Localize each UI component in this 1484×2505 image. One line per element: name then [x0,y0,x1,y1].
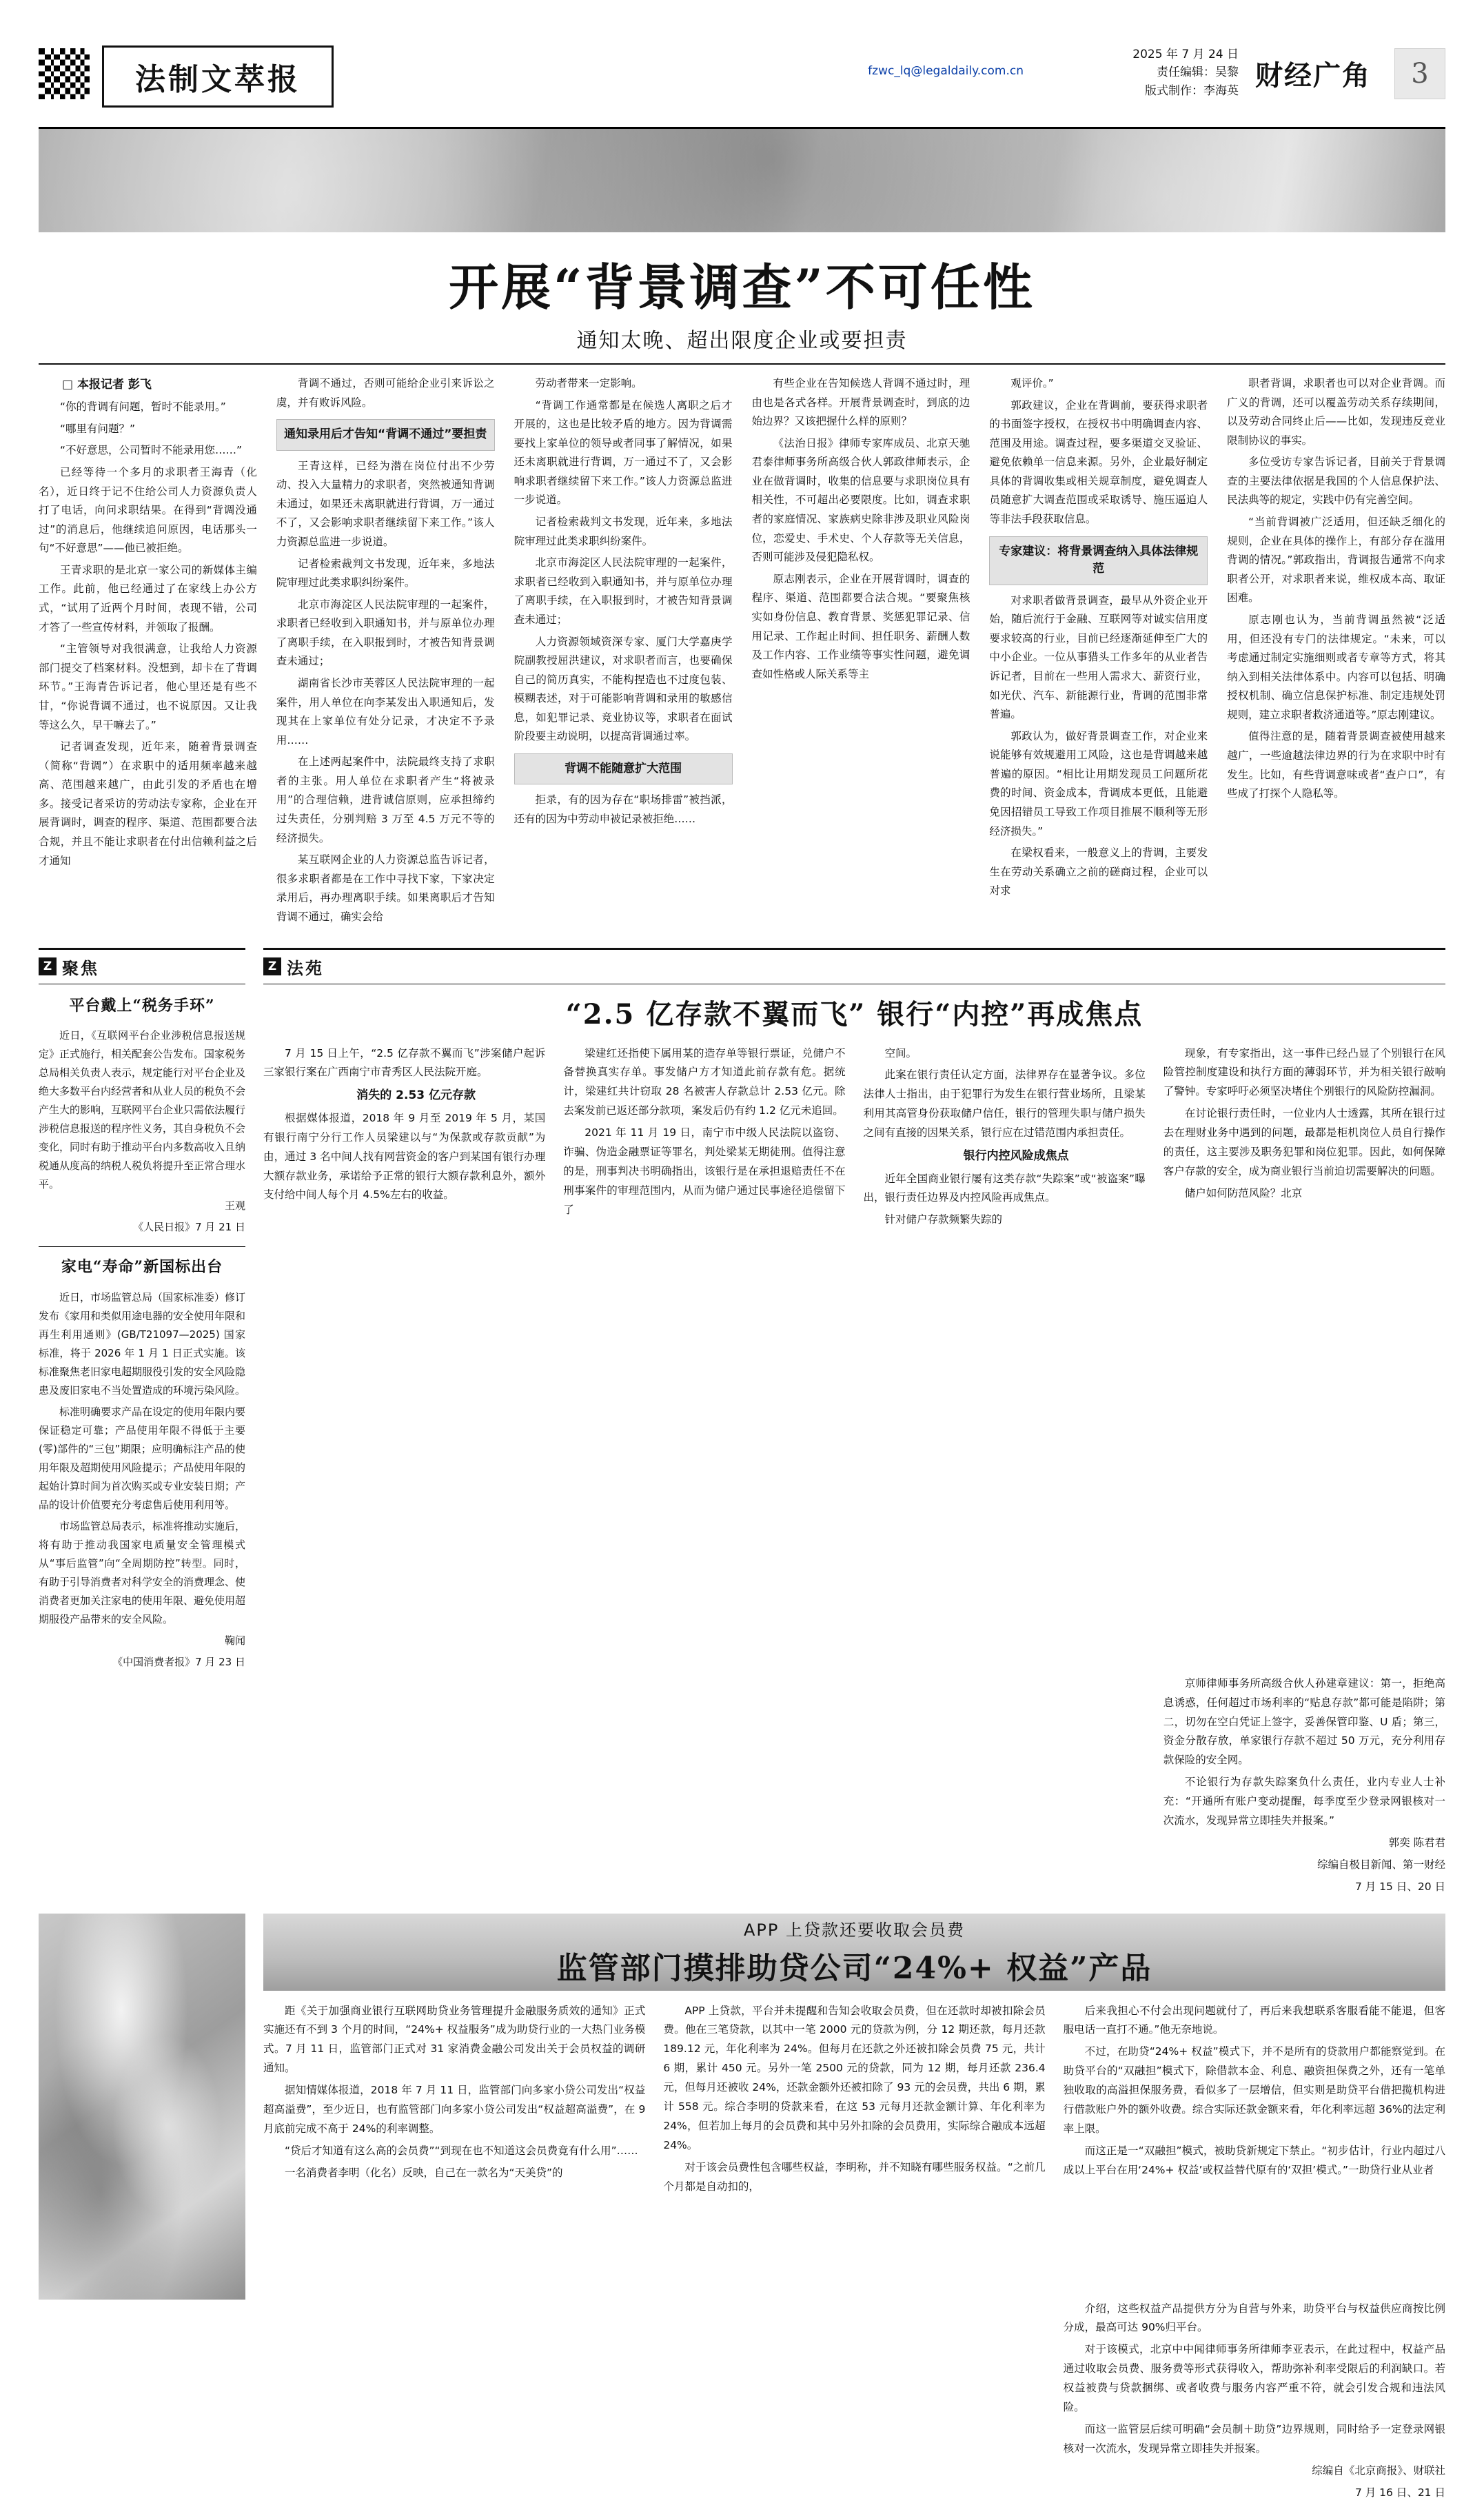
subhead-box-3: 专家建议：将背景调查纳入具体法律规范 [989,536,1208,585]
paragraph: “哪里有问题？” [60,422,136,435]
masthead-meta [1132,45,1239,100]
focus-item-source: 《中国消费者报》7 月 23 日 [112,1655,245,1668]
paragraph: 一名消费者李明（化名）反映，自己在一款名为“天美贷”的 [285,2166,563,2179]
law-column-1 [263,1044,545,1233]
paper-logo [102,45,334,108]
paragraph: 背调不通过，否则可能给企业引来诉讼之虞，并有败诉风险。 [276,377,495,409]
lead-article-columns [39,374,1445,930]
paragraph: 储户如何防范风险？北京 [1184,1186,1303,1199]
law-author: 郭奕 陈君君 [1388,1836,1445,1849]
paragraph: 不论银行为存款失踪案负什么责任，业内专业人士补充：“开通所有账户变动提醒，每季度至少登录网银核对一次流水，发现异常立即挂失并报案。” [1163,1776,1445,1827]
lower-section [39,948,1445,1674]
bottom-extra-row [39,2300,1445,2505]
focus-item-author: 鞠闻 [224,1634,245,1647]
paragraph: 王青求职的是北京一家公司的新媒体主编工作。此前，他已经通过了在家线上办公方式，“试用了近两个月时间，表现不错，公司才答了一些宣传材料，并领取了报酬。 [39,563,257,633]
bottom-right-col [263,1914,1445,2300]
paragraph: 原志刚也认为，当前背调虽然被“泛适用，但还没有专门的法律规定。“未来，可以考虑通过制定实施细则或者专章等方式，将其纳入到相关法律体系中。内容可以包括、明确授权机制、确立信息保护标准、制定违规处罚规则，建立求职者救济通道等。”原志刚建议。 [1227,613,1445,721]
paragraph: 在讨论银行责任时，一位业内人士透露，其所在银行过去在理财业务中遇到的问题，最都是柜机岗位人员自行操作的责任，这主要涉及职务犯罪和岗位犯罪。因此，如何保障客户存款的安全，成为商业银行当前迫切需要解决的问题。 [1163,1107,1445,1177]
focus-divider [39,1246,245,1247]
paragraph: 北京市海淀区人民法院审理的一起案件，求职者已经收到入职通知书，并与原单位办理了离职手续，在入职报到时，才被告知背景调查未通过； [276,598,495,668]
lead-column-4 [752,374,970,930]
paragraph: 不过，在助贷“24%+ 权益”模式下，并不是所有的贷款用户都能察觉到。在助贷平台的“双融担”模式下，除借款本金、利息、融资担保费之外，还有一笔单独收取的高溢担保服务费，看似多了一层增信，但实则是助贷平台借把揽机构进行借款账户外的额外收费。综合实际还款金额来看，年化利率远超 36%的法定利率上限。 [1063,2045,1445,2135]
law-column-4 [1163,1044,1445,1233]
masthead [39,36,1445,129]
paragraph: 空间。 [884,1046,917,1059]
hero-photo [39,129,1445,232]
lead-column-2 [276,374,495,930]
focus-item-title: 家电“寿命”新国标出台 [61,1258,223,1277]
paragraph: APP 上贷款，平台并未提醒和告知会收取会员费，但在还款时却被扣除会员费。他在三笔贷款，以其中一笔 2000 元的贷款为例，分 12 期还款，每月还款 189.12 元，年化利率为 24%。但每月在还款之外还被扣除会员费 75 元，共计 6 期，累计 450 元。另外一笔 2500 元的贷款，同为 12 期，每月还款 236.4 元，但每月还被收 24%，还款金额外还被扣除了 93 元的会员费，共出 6 期，累计 558 元。综合李明的贷款来看，在这 53 元每月还款金额计算、年化利率为 24%，但若加上每月的会员费和其中另外扣除的会员费用，实际综合融成本远超 24%。 [663,2004,1046,2151]
paragraph: 在上述两起案件中，法院最终支持了求职者的主张。用人单位在求职者产生“将被录用”的合理信赖，进背诚信原则，应承担缔约过失责任，分别判赔 3 万至 4.5 万元不等的经济损失。 [276,755,495,844]
law-extra-row [39,1674,1445,1900]
paragraph: “贷后才知道有这么高的会员费”“到现在也不知道这会员费竟有什么用”…… [285,2144,638,2157]
paragraph: 已经等待一个多月的求职者王海青（化名），近日终于记不住给公司人力资源负责人打了电话，向问求职结果。在得到“背调没通过”的消息后，他继续追问原因，电话那头一句“不好意思”——他已被拒绝。 [39,465,257,555]
paper-name: 法制文萃报 [135,62,301,97]
layout-line: 版式制作：李海英 [1145,83,1239,98]
paragraph: 7 月 15 日上午，“2.5 亿存款不翼而飞”涉案储户起诉三家银行案在广西南宁市青秀区人民法院开庭。 [263,1046,546,1079]
focus-label-text: 聚焦 [62,957,99,978]
paragraph: 郭政认为，做好背景调查工作，对企业来说能够有效规避用工风险，这也是背调越来越普遍的原因。“相比让用期发现员工问题所花费的时间、资金成本，背调成本更低，且能避免因招错员工导致工作项目推展不顺利等无形经济损失。” [989,729,1208,838]
bottom-column-1 [263,2002,645,2200]
paragraph: 近日，市场监管总局（国家标准委）修订发布《家用和类似用途电器的安全使用年限和再生利用通则》(GB/T21097—2025) 国家标准，将于 2026 年 1 月 1 日正式实施。该标准聚焦老旧家电超期服役引发的安全风险隐患及废旧家电不当处置造成的环境污染风险。 [39,1290,246,1397]
paragraph: 近年全国商业银行屡有这类存款“失踪案”或“被盗案”曝出，银行责任边界及内控风险再成焦点。 [863,1172,1146,1204]
bottom-extra-columns [263,2300,1445,2505]
law-column-5 [1163,1674,1445,1900]
bottom-column-2 [663,2002,1045,2200]
paragraph: 对于该会员费性包含哪些权益，李明称，并不知晓有哪些服务权益。“之前几个月都是自动扣的， [663,2160,1046,2193]
bottom-photo-caption-col [39,2300,245,2505]
bottom-article [39,1914,1445,2505]
law-column-2 [563,1044,845,1233]
paragraph: “不好意思，公司暂时不能录用您……” [60,444,243,457]
paragraph: 介绍，这些权益产品提供方分为自营与外来，助贷平台与权益供应商按比例分成，最高可达 90%归平台。 [1063,2302,1445,2334]
paragraph: 而这一监管层后续可明确“会员制＋助贷”边界规则，同时给予一定登录网银核对一次流水，发现异常立即挂失并报案。 [1063,2422,1445,2455]
paragraph: 京师律师事务所高级合伙人孙建章建议：第一，拒绝高息诱惑，任何超过市场利率的“贴息存款”都可能是陷阱；第二，切勿在空白凭证上签字，妥善保管印鉴、U 盾；第三，资金分散存放，单家银行存款不超过 50 万元，充分利用存款保险的安全网。 [1163,1676,1445,1767]
law-mark-icon: Z [263,957,281,975]
paragraph: 郭政建议，企业在背调前，要获得求职者的书面签字授权，在授权书中明确调查内容、范围及用途。调查过程，要多渠道交叉验证、避免依赖单一信息来源。另外，企业最好制定具体的背调收集或相关规章制度，避免调查人员随意扩大调查范围或采取诱导、施压逼迫人等非法手段获取信息。 [989,398,1208,526]
focus-section-label [39,948,245,984]
paragraph: 《法治日报》律师专家库成员、北京天驰君泰律师事务所高级合伙人郭政律师表示，企业在做背调时，收集的信息要与求职岗位具有相关性，不可超出必要限度。比如，调查求职者的家庭情况、家族病史除非涉及职业风险岗位，恋爱史、手术史、个人存款等无关信息，否则可能涉及侵犯隐私权。 [751,436,970,564]
law-column-3 [864,1044,1146,1233]
paragraph: 近日，《互联网平台企业涉税信息报送规定》正式施行，相关配套公告发布。国家税务总局相关负责人表示，规定能行对平台企业及绝大多数平台内经营者和从业人员的税负不会产生大的影响，互联网平台企业只需依法履行涉税信息报送的程序性义务，其自身税负不会变化，同时有助于推动平台内多数高收入且纳税通从度高的纳税人税负将提升至正常合理水平。 [39,1029,246,1191]
focus-item-title: 平台戴上“税务手环” [69,996,215,1015]
bottom-left-col [39,1914,245,2300]
paragraph: 现象，有专家指出，这一事件已经凸显了个别银行在风险管控制度建设和执行方面的薄弱环节，并为相关银行敲响了警钟。专家呼吁必须坚决堵住个别银行的风险防控漏洞。 [1163,1046,1445,1098]
bottom-column-3 [1064,2002,1445,2200]
paragraph: 拒录，有的因为存在“职场排雷”被挡派，还有的因为中劳动申被记录被拒绝…… [514,793,733,826]
paragraph: 记者调查发现，近年来，随着背景调查（简称“背调”）在求职中的适用频率越来越高、范围越来越广，由此引发的矛盾也在增多。接受记者采访的劳动法专家称，企业在开展背调时，调查的程序、渠道、范围都要合法合规，并且不能让求职者在付出信赖利益之后才通知 [39,740,257,867]
lead-headline: 开展“背景调查”不可任性 [449,258,1035,316]
paragraph: 根据媒体报道，2018 年 9 月至 2019 年 5 月，某国有银行南宁分行工作人员梁建以与“为保款或存款贡献”为由，通过 3 名中间人找有网营资金的客户到某国有银行办理大额存款业务，承诺给予正常的银行大额存款利息外，额外支付给中间人每个月 4.5%左右的收益。 [263,1111,546,1201]
subhead-box-2: 背调不能随意扩大范围 [514,753,733,785]
focus-mark-icon: Z [39,957,57,975]
law-date: 7 月 15 日、20 日 [1354,1880,1445,1893]
focus-item-1 [39,993,245,1237]
law-column [263,948,1445,1674]
law-section-label [263,948,1445,984]
paragraph: “你的背调有问题，暂时不能录用。” [60,400,226,414]
paragraph: 职者背调，求职者也可以对企业背调。而广义的背调，还可以覆盖劳动关系存续期间，以及劳动合同终止后——比如，发现违反竞业限制协议的事实。 [1227,377,1445,447]
paragraph: 多位受访专家告诉记者，目前关于背景调查的主要法律依据是我国的个人信息保护法、民法典等的规定，实践中仍有完善空间。 [1227,456,1445,507]
paragraph: “当前背调被广泛适用，但还缺乏细化的规则，企业在具体的操作上，有部分存在滥用背调的情况。”郭政指出，背调报告通常不向求职者公开，对求职者来说，维权成本高、取证困难。 [1227,516,1445,605]
contact-email-wrap [868,62,1024,80]
paragraph: “背调工作通常都是在候选人离职之后才开展的，这也是比较矛盾的地方。因为背调需要找上家单位的领导或者同事了解情况，如果还未离职就进行背调，万一通过不了，又会影响求职者继续留下来工作。”该人力资源总监进一步说道。 [514,398,733,507]
focus-item-author: 王观 [224,1199,245,1213]
paragraph: “主管领导对我很满意，让我给人力资源部门提交了档案材料。没想到，却卡在了背调环节。”王海青告诉记者，他心里还是有些不甘，“你说背调不通过，也不说原因。又让我等这么久，早干嘛去了。” [39,642,257,731]
byline: □ 本报记者 彭飞 [62,378,152,392]
law-label-text: 法苑 [287,957,324,978]
paragraph: 王青这样，已经为潜在岗位付出不少劳动、投入大量精力的求职者，突然被通知背调未通过，如果还未离职就进行背调，万一通过不了，又会影响求职者继续留下来工作。”该人力资源总监进一步说道。 [276,459,495,548]
paragraph: 针对储户存款频繁失踪的 [884,1213,1003,1226]
lead-column-1 [39,374,257,930]
bottom-title: 监管部门摸排助贷公司“24%+ 权益”产品 [556,1951,1152,1987]
paragraph: 梁建红还指使下属用某的造存单等银行票证，兑储户不备替换真实存单。事发储户方才知道此前存款有危。据统计，梁建红共计窃取 28 名被害人存款总计 2.53 亿元。除去案发前已返还部分款项，案发后仍有约 1.2 亿元未追回。 [563,1046,846,1117]
editor-line: 责任编辑：吴黎 [1157,65,1239,80]
law-subhead-1: 消失的 2.53 亿元存款 [356,1088,476,1103]
law-subhead-2: 银行内控风险成焦点 [963,1148,1069,1163]
paragraph: 标准明确要求产品在设定的使用年限内要保证稳定可靠；产品使用年限不得低于主要(零)部件的“三包”期限；应明确标注产品的使用年限及超期使用风险提示；产品使用年限的起始计算时间为首次购买或专业安装日期；产品的设计价值要充分考虑售后使用利用等。 [39,1405,246,1511]
focus-item-2 [39,1254,245,1672]
paragraph: 湖南省长沙市芙蓉区人民法院审理的一起案件，用人单位在向李某发出入职通知后，发现其在上家单位有处分记录，才决定不予录用…… [276,677,495,747]
paragraph: 对求职者做背景调查，最早从外资企业开始，随后流行于金融、互联网等对诚实信用度要求较高的行业，目前已经逐渐延伸至广大的中小企业。一位从事猎头工作多年的从业者告诉记者，目前在一些用人需求大、薪资行业，如光伏、汽车、新能源行业，背调的范围非常普遍。 [989,594,1208,721]
paragraph: 此案在银行责任认定方面，法律界存在显著争议。多位法律人士指出，由于犯罪行为发生在银行营业场所，且梁某利用其高管身份获取储户信任，银行的管理失职与储户损失之间有直接的因果关系，银行应在过错范围内承担责任。 [863,1068,1146,1139]
law-article-columns [263,1044,1445,1233]
paragraph: 有些企业在告知候选人背调不通过时，理由也是各式各样。开展背景调查时，到底的边始边界？又该把握什么样的原则？ [751,377,970,428]
bottom-columns [263,2002,1445,2200]
focus-item-source: 《人民日报》7 月 21 日 [133,1221,245,1234]
law-extra-columns [263,1674,1445,1900]
paragraph: 人力资源领域资深专家、厦门大学嘉庚学院副教授屈洪建议，对求职者而言，也要确保自己的简历真实，不能构捏造也不过度包装、模糊表述，对于可能影响背调和录用的敏感信息，如犯罪记录、竞业协议等，求职者在面试阶段要主动说明，以提高背调通过率。 [514,635,733,743]
paragraph: 观评价。” [1010,377,1054,389]
law-source: 综编自极目新闻、第一财经 [1317,1858,1445,1871]
paragraph: 记者检索裁判文书发现，近年来，多地法院审理过此类求职纠纷案件。 [276,557,495,589]
paragraph: 劳动者带来一定影响。 [535,377,642,389]
paragraph: 北京市海淀区人民法院审理的一起案件，求职者已经收到入职通知书，并与原单位办理了离职手续，在入职报到时，才被告知背景调查未通过； [514,556,733,626]
lead-column-6 [1227,374,1445,930]
paragraph: 在梁权看来，一般意义上的背调，主要发生在劳动关系确立之前的磋商过程，企业可以对求 [989,846,1208,897]
lead-column-5 [989,374,1208,930]
lead-headline-block [39,247,1445,354]
paragraph: 值得注意的是，随着背景调查被使用越来越广，一些逾越法律边界的行为在求职中时有发生。比如，有些背调意味或者“查户口”，有些成了打探个人隐私等。 [1227,730,1445,800]
lead-subhead: 通知太晚、超出限度企业或要担责 [576,329,908,353]
paragraph: 对于该模式，北京中中闻律师事务所律师李亚表示，在此过程中，权益产品通过收取会员费、服务费等形式获得收入，帮助弥补利率受限后的利润缺口。若权益被费与贷款捆绑、或者收费与服务内容严重不符，就会引发合规和违法风险。 [1063,2343,1445,2413]
issue-date: 2025 年 7 月 24 日 [1132,48,1239,61]
paragraph: 而这正是一“双融担”模式，被助贷新规定下禁止。“初步估计，行业内超过八成以上平台在用‘24%+ 权益’或权益替代原有的‘双担’模式。”一助贷行业从业者 [1063,2144,1445,2176]
paragraph: 原志刚表示，企业在开展背调时，调查的程序、渠道、范围都要合法合规。“要聚焦核实如身份信息、教育背景、奖惩犯罪记录、信用记录、工作起止时间、担任职务、薪酬人数及工作内容、工作业绩等事实性问题，避免调查如性格或人际关系等主 [751,572,970,680]
newspaper-page [0,36,1484,2499]
bottom-banner [263,1914,1445,1991]
bottom-grid [39,1914,1445,2300]
paragraph: 后来我担心不付会出现问题就付了，再后来我想联系客服看能不能退，但客服电话一直打不通。”他无奈地说。 [1063,2004,1445,2036]
bottom-source: 综编自《北京商报》、财联社 [1312,2464,1445,2477]
page-number: 3 [1394,48,1445,99]
paragraph: 某互联网企业的人力资源总监告诉记者，很多求职者都是在工作中寻找下家，下家决定录用后，再办理离职手续。如果离职后才告知背调不通过，确实会给 [276,853,495,923]
bottom-photo [39,1914,245,2300]
bottom-date: 7 月 16 日、21 日 [1354,2486,1445,2499]
paragraph: 市场监管总局表示，标准将推动实施后，将有助于推动我国家电质量安全管理模式从“事后监管”向“全周期防控”转型。同时，有助于引导消费者对科学安全的消费理念、使消费者更加关注家电的使用年限、避免使用超期服役产品带来的安全风险。 [39,1519,246,1625]
paragraph: 记者检索裁判文书发现，近年来，多地法院审理过此类求职纠纷案件。 [514,516,733,547]
paragraph: 距《关于加强商业银行互联网助贷业务管理提升金融服务质效的通知》正式实施还有不到 3 个月的时间，“24%+ 权益服务”成为助贷行业的一大热门业务模式。7 月 11 日，监管部门正式对 31 家消费金融公司发出关于会员权益的调研通知。 [263,2004,646,2075]
focus-column [39,948,245,1674]
lead-column-3 [514,374,733,930]
paragraph: 2021 年 11 月 19 日，南宁市中级人民法院以盗窃、诈骗、伪造金融票证等罪名，判处梁某无期徒刑。值得注意的是，刑事判决书明确指出，该银行是在承担退赔责任不在刑事案件的审理范围内，从而为储户通过民事途径追偿留下了 [563,1126,846,1216]
law-article-title: “2.5 亿存款不翼而飞” 银行“内控”再成焦点 [565,997,1144,1031]
contact-email[interactable]: fzwc_lq@legaldaily.com.cn [868,64,1024,78]
headline-rule [39,363,1445,365]
section-title: 财经广角 [1255,59,1371,92]
paragraph: 据知情媒体报道，2018 年 7 月 11 日，监管部门向多家小贷公司发出“权益超高溢费”，至少近日，也有监管部门向多家小贷公司发出“权益超高溢费”，在 9 月底前完成不高于 24%的利率调整。 [263,2084,646,2135]
qr-code-icon [39,48,90,99]
bottom-kicker: APP 上贷款还要收取会员费 [744,1920,965,1940]
bottom-column-4 [1064,2300,1445,2505]
subhead-box-1: 通知录用后才告知“背调不通过”要担责 [276,419,495,451]
